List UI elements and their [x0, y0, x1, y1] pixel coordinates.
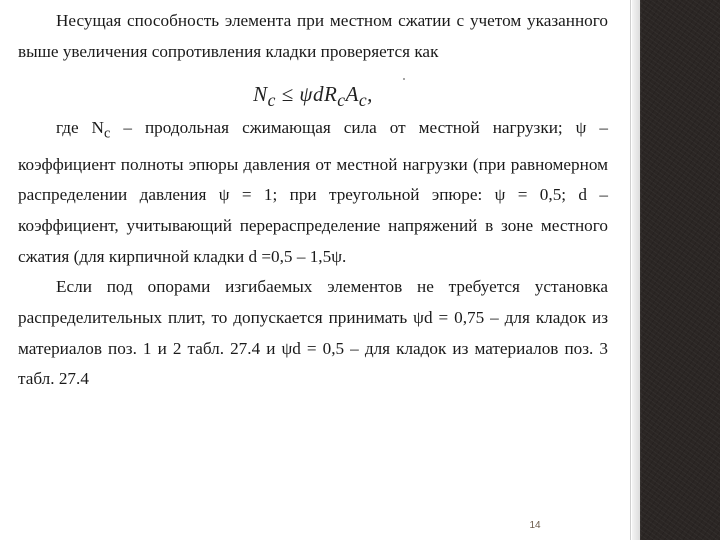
formula-a: A — [345, 82, 359, 106]
formula-middle: ≤ ψdR — [275, 82, 338, 106]
definitions-subscript: c — [103, 125, 111, 142]
formula — [18, 82, 608, 112]
panel-edge — [632, 0, 640, 540]
definitions-start: где N — [56, 118, 104, 138]
paragraph-definitions — [18, 113, 608, 272]
formula-n: N — [253, 82, 268, 106]
page-number: 14 — [529, 520, 541, 531]
content-border — [630, 0, 631, 540]
document-body — [18, 6, 608, 395]
definitions-rest: – продольная сжимающая сила от местной нагрузки; ψ – коэффициент полноты эпюры давления от местной нагрузки (при равномерном распределении давления ψ = 1; при треугольной эпюре: ψ = 0,5; d – коэффициент, учитывающий перераспределение напряжений в зоне местного сжатия (для кирпичной кладки d =0,5 – 1,5ψ. — [18, 118, 609, 266]
formula-sub-2: c — [337, 90, 346, 111]
paragraph-intro: Несущая способность элемента при местном сжатии с учетом указанного выше увеличения сопротивления кладки проверяется как — [18, 11, 608, 61]
decorative-side-panel — [640, 0, 720, 540]
formula-comma: , — [367, 82, 373, 106]
paragraph-supports: Если под опорами изгибаемых элементов не требуется установка распределительных плит, то допускается принимать ψd = 0,75 – для кладок из материалов поз. 1 и 2 табл. 27.4 и ψd = 0,5 – для кладок из материалов поз. 3 табл. 27.4 — [18, 277, 608, 389]
formula-sub-1: c — [267, 90, 276, 111]
formula-sub-3: c — [358, 90, 368, 111]
formula-dot — [403, 78, 405, 80]
